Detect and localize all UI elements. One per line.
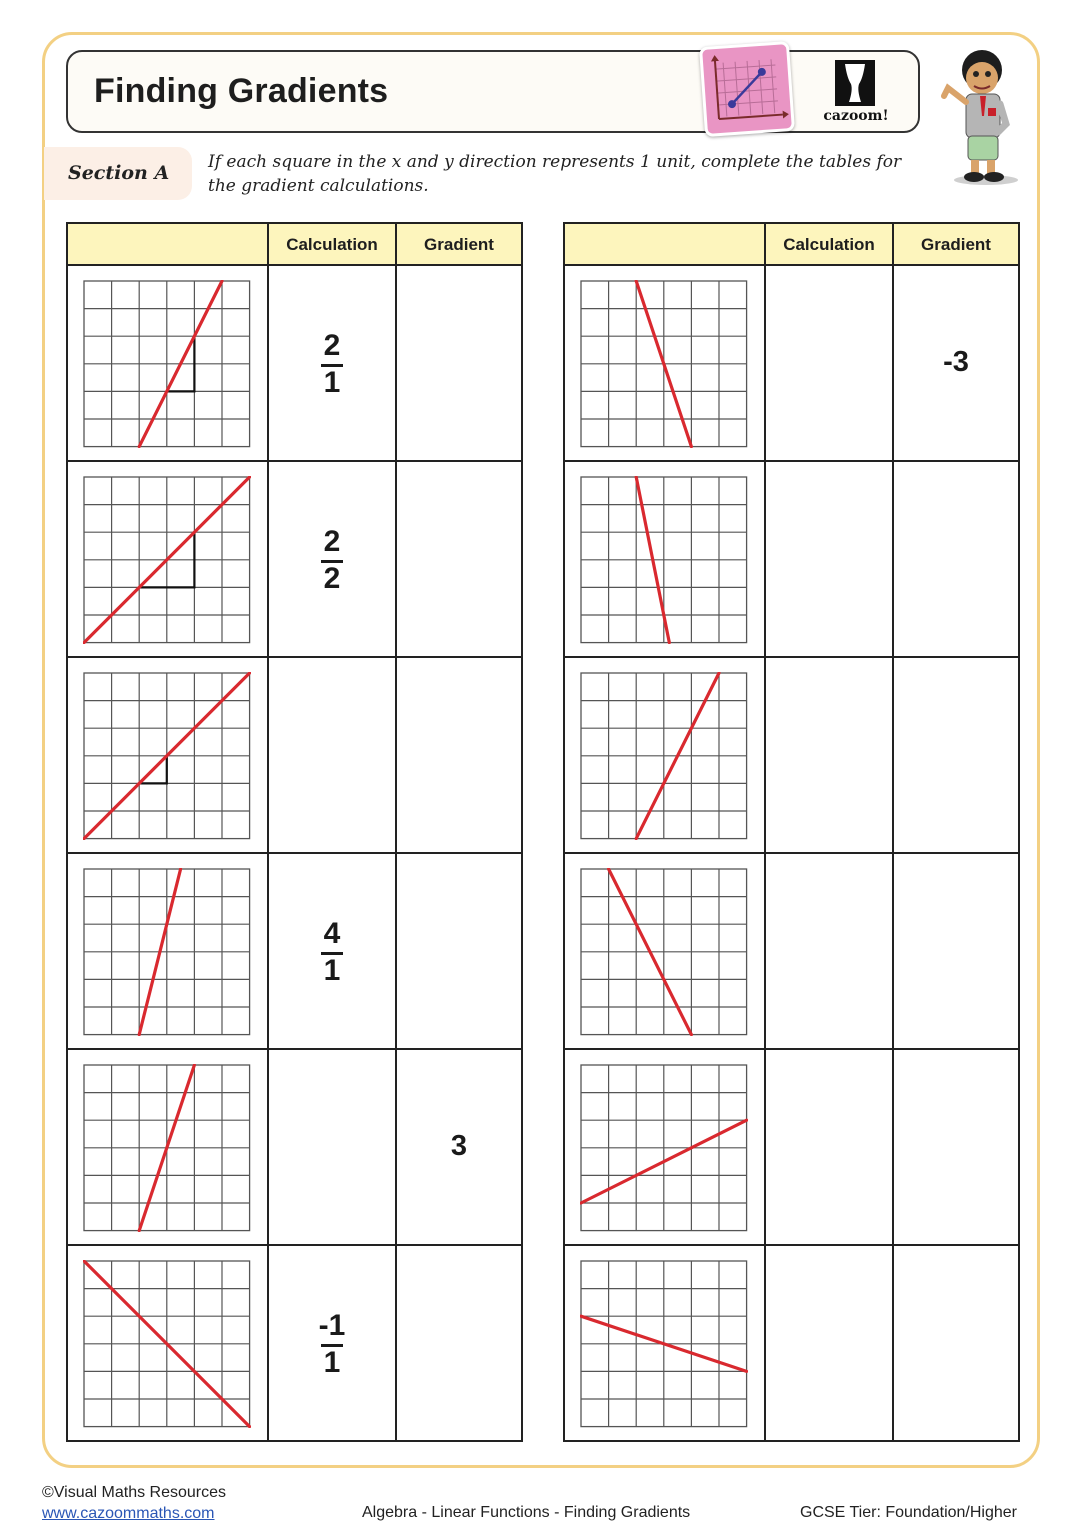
grid-diagram (580, 476, 748, 644)
grid-diagram (83, 868, 251, 1036)
table-row (565, 854, 1018, 1050)
gradient-cell[interactable] (892, 1050, 1018, 1244)
gradient-cell[interactable] (892, 1246, 1018, 1440)
fraction-denominator: 1 (323, 1346, 341, 1379)
grid-diagram (83, 1064, 251, 1232)
table-row (565, 462, 1018, 658)
gradient-cell[interactable] (395, 1246, 521, 1440)
diagram-cell (68, 462, 267, 656)
table-row (68, 658, 521, 854)
logo-icon (835, 60, 875, 106)
gradient-cell[interactable] (395, 658, 521, 852)
mascot-boy-icon (936, 44, 1022, 186)
table-row (68, 854, 521, 1050)
footer-tier: GCSE Tier: Foundation/Higher (800, 1504, 1017, 1521)
calculation-cell[interactable] (267, 462, 395, 656)
diagram-cell (68, 854, 267, 1048)
calculation-cell[interactable] (764, 1050, 892, 1244)
section-label: Section A (68, 162, 170, 184)
fraction-numerator: 2 (323, 525, 341, 558)
header-diagram (68, 224, 267, 264)
table-header-row (68, 224, 521, 266)
fraction (269, 526, 395, 597)
diagram-cell (565, 854, 764, 1048)
calculation-cell[interactable] (764, 854, 892, 1048)
diagram-cell (68, 1050, 267, 1244)
calculation-cell[interactable] (764, 658, 892, 852)
table-header-row (565, 224, 1018, 266)
table-row (565, 1246, 1018, 1440)
section-badge (44, 147, 192, 200)
website-link[interactable]: www.cazoommaths.com (42, 1505, 215, 1522)
footer-topic: Algebra - Linear Functions - Finding Gradients (362, 1504, 691, 1521)
page-title: Finding Gradients (94, 72, 389, 110)
fraction-numerator: 4 (323, 917, 341, 950)
table-row (68, 266, 521, 462)
fraction (269, 330, 395, 401)
footer-credits (42, 1482, 226, 1524)
fraction-denominator: 2 (323, 562, 341, 595)
grid-diagram (83, 672, 251, 840)
calculation-cell[interactable] (267, 266, 395, 460)
gradient-cell[interactable] (892, 266, 1018, 460)
grid-diagram (580, 868, 748, 1036)
diagram-cell (68, 658, 267, 852)
fraction-numerator: 2 (323, 329, 341, 362)
grid-diagram (580, 1260, 748, 1428)
header-calculation: Calculation (267, 224, 395, 264)
grid-diagram (580, 1064, 748, 1232)
fraction-numerator: -1 (318, 1309, 346, 1342)
left-gradient-table (66, 222, 523, 1442)
gradient-cell[interactable] (395, 854, 521, 1048)
gradient-cell[interactable] (892, 462, 1018, 656)
right-gradient-table (563, 222, 1020, 1442)
diagram-cell (565, 462, 764, 656)
calculation-cell[interactable] (764, 462, 892, 656)
header-gradient: Gradient (395, 224, 521, 264)
diagram-cell (68, 1246, 267, 1440)
cazoom-logo (818, 58, 894, 128)
grid-diagram (580, 280, 748, 448)
calculation-cell[interactable] (267, 658, 395, 852)
diagram-cell (565, 1246, 764, 1440)
instructions-text: If each square in the x and y direction represents 1 unit, complete the tables for the gradient calculations. (208, 152, 902, 196)
calculation-cell[interactable] (267, 1050, 395, 1244)
grid-diagram (83, 476, 251, 644)
grid-diagram (83, 280, 251, 448)
fraction-denominator: 1 (323, 366, 341, 399)
gradient-cell[interactable] (395, 266, 521, 460)
table-row (68, 1246, 521, 1440)
calculation-cell[interactable] (764, 266, 892, 460)
diagram-cell (68, 266, 267, 460)
gradient-cell[interactable] (395, 1050, 521, 1244)
calculation-cell[interactable] (267, 1246, 395, 1440)
grid-diagram (83, 1260, 251, 1428)
calculation-cell[interactable] (764, 1246, 892, 1440)
calculation-cell[interactable] (267, 854, 395, 1048)
logo-text: cazoom! (823, 108, 889, 124)
gradient-cell[interactable] (892, 854, 1018, 1048)
table-row (565, 266, 1018, 462)
diagram-cell (565, 658, 764, 852)
header-diagram (565, 224, 764, 264)
table-row (68, 462, 521, 658)
gradient-value: -3 (943, 346, 969, 378)
graph-icon (699, 41, 795, 137)
fraction (269, 1310, 395, 1381)
gradient-cell[interactable] (395, 462, 521, 656)
gradient-cell[interactable] (892, 658, 1018, 852)
fraction-denominator: 1 (323, 954, 341, 987)
table-row (68, 1050, 521, 1246)
diagram-cell (565, 266, 764, 460)
table-row (565, 1050, 1018, 1246)
fraction (269, 918, 395, 989)
copyright-text: ©Visual Maths Resources (42, 1484, 227, 1501)
header-gradient: Gradient (892, 224, 1018, 264)
header-calculation: Calculation (764, 224, 892, 264)
gradient-value: 3 (450, 1130, 468, 1162)
diagram-cell (565, 1050, 764, 1244)
grid-diagram (580, 672, 748, 840)
table-row (565, 658, 1018, 854)
